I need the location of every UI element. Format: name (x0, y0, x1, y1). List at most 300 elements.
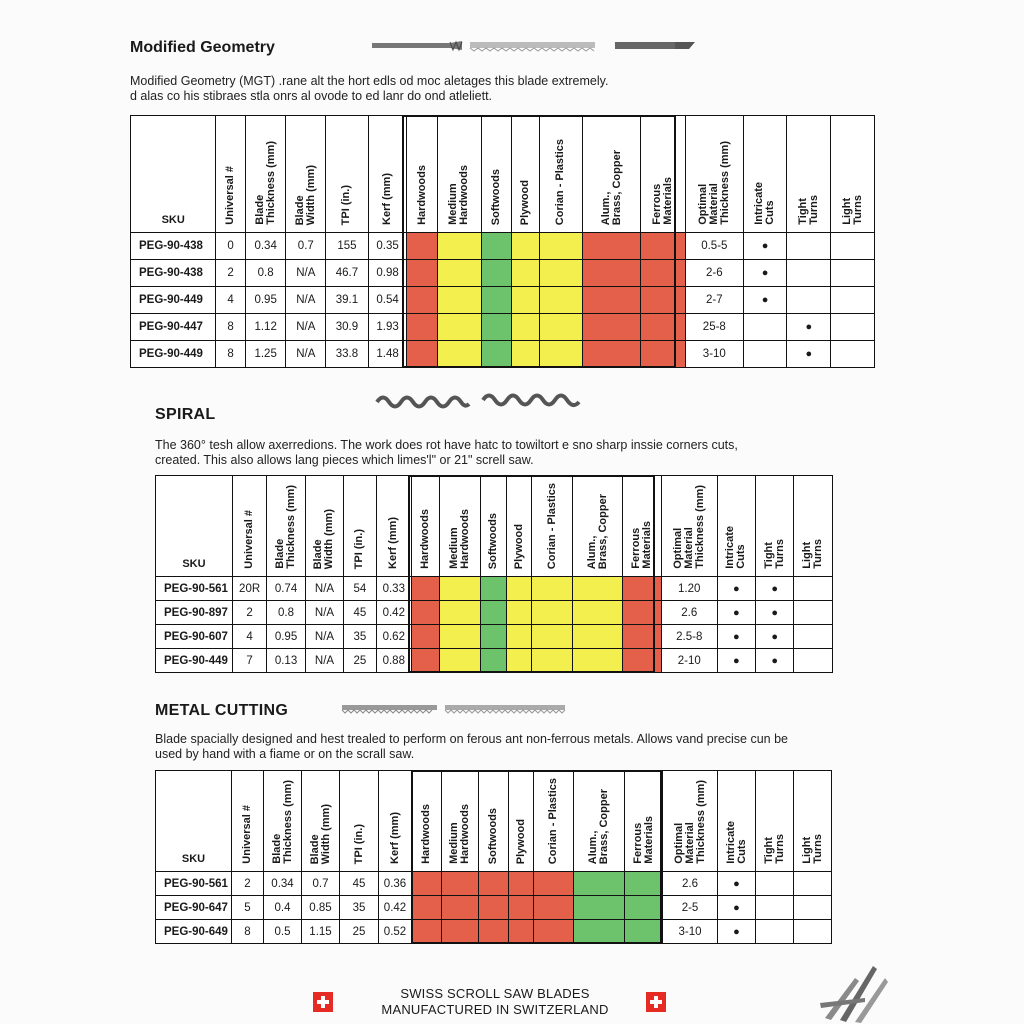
material-suitability-cell (407, 233, 437, 260)
thickness-cell: 0.34 (245, 233, 286, 260)
col-ferrous (625, 771, 663, 872)
column-header-label: Corian - Plastics (554, 138, 567, 225)
material-suitability-cell (440, 625, 480, 649)
sku-cell: PEG-90-897 (156, 601, 233, 625)
thickness-cell: 1.25 (245, 341, 286, 368)
intricate-cuts-cell (718, 872, 756, 896)
material-suitability-cell (481, 314, 511, 341)
table-row (156, 577, 833, 601)
thickness-cell: 0.13 (267, 649, 305, 673)
universal-cell: 5 (232, 896, 264, 920)
tpi-cell: 155 (326, 233, 369, 260)
universal-cell: 20R (232, 577, 266, 601)
column-header-label: Optimal Material Thickness (mm) (672, 780, 707, 864)
col-blade-thickness (267, 476, 305, 577)
material-suitability-cell (641, 233, 686, 260)
tpi-cell: 35 (340, 896, 379, 920)
light-turns-cell (794, 649, 833, 673)
material-suitability-cell (412, 872, 442, 896)
material-suitability-cell (539, 260, 583, 287)
optimal-thickness-cell: 2.6 (661, 601, 717, 625)
intricate-cuts-cell (743, 260, 787, 287)
col-optimal-thickness (685, 116, 743, 233)
column-header-label: SKU (161, 214, 185, 226)
column-header-label: Blade Thickness (mm) (270, 780, 294, 864)
intricate-cuts-cell (743, 287, 787, 314)
tpi-cell: 45 (344, 601, 376, 625)
intricate-cuts-cell (717, 625, 755, 649)
material-suitability-cell (539, 287, 583, 314)
material-suitability-cell (539, 341, 583, 368)
column-header-label: Blade Thickness (mm) (274, 485, 298, 569)
kerf-cell: 0.42 (376, 601, 411, 625)
col-light-turns (794, 476, 833, 577)
sku-cell: PEG-90-647 (156, 896, 232, 920)
kerf-cell: 1.93 (368, 314, 407, 341)
universal-cell: 7 (232, 649, 266, 673)
material-suitability-cell (583, 260, 641, 287)
material-suitability-cell (437, 314, 481, 341)
tight-turns-cell (787, 287, 831, 314)
universal-cell: 2 (232, 601, 266, 625)
light-turns-cell (794, 625, 833, 649)
material-suitability-cell (507, 625, 532, 649)
sku-cell: PEG-90-561 (156, 577, 233, 601)
col-blade-width (305, 476, 343, 577)
thickness-cell: 0.95 (245, 287, 286, 314)
col-universal (232, 771, 264, 872)
column-header-label: Intricate Cuts (724, 821, 748, 864)
light-turns-cell (831, 287, 875, 314)
col-corian-plastics (534, 771, 574, 872)
col-medium-hardwoods (442, 771, 479, 872)
column-header-label: Corian - Plastics (547, 777, 559, 864)
tight-turns-cell (756, 577, 794, 601)
column-header-label: Hardwoods (419, 509, 432, 569)
col-plywood (509, 771, 534, 872)
table-row (131, 314, 875, 341)
table-row (131, 341, 875, 368)
tight-turns-cell (756, 649, 794, 673)
column-header-label: Plywood (512, 523, 525, 569)
column-header-label: Light Turns (801, 539, 825, 569)
thickness-cell: 0.8 (267, 601, 305, 625)
light-turns-cell (794, 872, 832, 896)
description-line: d alas co his stibraes stla onrs al ovode to ed lanr do ond atleliett. (130, 89, 493, 103)
table-row (156, 649, 833, 673)
tpi-cell: 25 (340, 920, 379, 944)
light-turns-cell (794, 896, 832, 920)
width-cell: N/A (305, 577, 343, 601)
column-header-label: Blade Width (mm) (293, 164, 317, 225)
material-suitability-cell (625, 872, 663, 896)
sku-cell: PEG-90-449 (156, 649, 233, 673)
column-header-label: Hardwoods (420, 804, 432, 864)
section-description (155, 438, 775, 468)
section-title-modified-geometry: Modified Geometry (130, 39, 275, 56)
col-corian-plastics (539, 116, 583, 233)
material-suitability-cell (481, 341, 511, 368)
col-plywood (507, 476, 532, 577)
optimal-thickness-cell: 2-10 (661, 649, 717, 673)
material-suitability-cell (623, 577, 661, 601)
column-header-label: Medium Hardwoods (448, 509, 472, 569)
universal-cell: 2 (216, 260, 245, 287)
column-header-label: Kerf (mm) (381, 173, 394, 225)
material-suitability-cell (437, 341, 481, 368)
swiss-flag-icon (646, 992, 666, 1012)
material-suitability-cell (440, 577, 480, 601)
material-suitability-cell (507, 601, 532, 625)
col-tpi (340, 771, 379, 872)
col-medium-hardwoods (440, 476, 480, 577)
intricate-cuts-cell (718, 896, 756, 920)
column-header-label: Softwoods (487, 807, 499, 864)
material-suitability-cell (480, 649, 506, 673)
kerf-cell: 0.42 (379, 896, 412, 920)
material-suitability-cell (623, 625, 661, 649)
col-alum-brass-copper (574, 771, 625, 872)
material-suitability-cell (480, 601, 506, 625)
column-header-label: Blade Thickness (mm) (253, 141, 277, 225)
column-header-label: Corian - Plastics (545, 482, 558, 569)
column-header-label: Kerf (mm) (387, 517, 400, 569)
col-hardwoods (407, 116, 437, 233)
material-suitability-cell (437, 287, 481, 314)
column-header-label: Alum., Brass, Copper (587, 788, 610, 864)
col-intricate-cuts (718, 771, 756, 872)
description-line: The 360° tesh allow axerredions. The work does rot have hatc to towiltort e sno sharp inssie corners cuts, (155, 438, 738, 452)
universal-cell: 8 (216, 314, 245, 341)
col-universal (232, 476, 266, 577)
optimal-thickness-cell: 25-8 (685, 314, 743, 341)
column-header-label: Optimal Material Thickness (mm) (696, 141, 731, 225)
col-kerf (368, 116, 407, 233)
tight-turns-cell (756, 601, 794, 625)
description-line: created. This also allows lang pieces which limes'l" or 21" screll saw. (155, 453, 534, 467)
thickness-cell: 0.34 (264, 872, 302, 896)
tpi-cell: 25 (344, 649, 376, 673)
tight-turns-cell (756, 872, 794, 896)
column-header-label: Ferrous Materials (631, 816, 655, 864)
column-header-label: Alum., Brass, Copper (585, 493, 609, 569)
kerf-cell: 0.98 (368, 260, 407, 287)
tight-turns-cell (787, 233, 831, 260)
column-header-label: Blade Width (mm) (308, 803, 332, 864)
width-cell: 0.85 (302, 896, 340, 920)
col-blade-thickness (245, 116, 286, 233)
blade-cluster-icon (815, 948, 890, 1023)
material-suitability-cell (583, 341, 641, 368)
material-suitability-cell (480, 625, 506, 649)
intricate-cuts-cell (718, 920, 756, 944)
tpi-cell: 35 (344, 625, 376, 649)
col-softwoods (479, 771, 509, 872)
material-suitability-cell (539, 314, 583, 341)
intricate-cuts-cell (743, 233, 787, 260)
material-suitability-cell (641, 341, 686, 368)
col-sku (156, 771, 232, 872)
material-suitability-cell (625, 920, 663, 944)
table-row (131, 287, 875, 314)
column-header-label: Optimal Material Thickness (mm) (671, 485, 706, 569)
section-title-spiral: SPIRAL (155, 406, 216, 423)
material-suitability-cell (481, 233, 511, 260)
material-suitability-cell (412, 625, 440, 649)
column-header-label: Tight Turns (796, 195, 820, 225)
light-turns-cell (794, 920, 832, 944)
kerf-cell: 1.48 (368, 341, 407, 368)
tight-turns-cell (787, 260, 831, 287)
column-header-label: Tight Turns (762, 834, 786, 864)
column-header-label: Plywood (514, 818, 527, 864)
spiral-blade-illustration (375, 392, 585, 418)
material-suitability-cell (532, 625, 572, 649)
optimal-thickness-cell: 2-7 (685, 287, 743, 314)
table-row (156, 920, 832, 944)
material-suitability-cell (412, 577, 440, 601)
col-optimal-thickness (663, 771, 718, 872)
metal-blade-illustration (340, 703, 570, 715)
optimal-thickness-cell: 0.5-5 (685, 233, 743, 260)
material-suitability-cell (512, 233, 539, 260)
material-suitability-cell (442, 896, 479, 920)
blade-spec-table (155, 770, 832, 944)
material-suitability-cell (641, 260, 686, 287)
thickness-cell: 1.12 (245, 314, 286, 341)
material-suitability-cell (574, 872, 625, 896)
column-header-label: Tight Turns (762, 539, 786, 569)
column-header-label: Medium Hardwoods (448, 804, 471, 864)
material-suitability-cell (532, 649, 572, 673)
section-description (155, 732, 795, 762)
material-suitability-cell (641, 287, 686, 314)
intricate-cuts-cell (743, 314, 787, 341)
material-suitability-cell (583, 233, 641, 260)
light-turns-cell (831, 233, 875, 260)
blade-spec-table (155, 475, 833, 673)
column-header-label: TPI (in.) (352, 823, 365, 864)
universal-cell: 4 (232, 625, 266, 649)
intricate-cuts-cell (717, 577, 755, 601)
column-header-label: Universal # (243, 510, 256, 569)
optimal-thickness-cell: 2.6 (663, 872, 718, 896)
table-row (156, 896, 832, 920)
material-suitability-cell (437, 260, 481, 287)
material-suitability-cell (534, 920, 574, 944)
section-title-metal-cutting: METAL CUTTING (155, 702, 289, 719)
material-suitability-cell (509, 920, 534, 944)
material-suitability-cell (532, 577, 572, 601)
sku-cell: PEG-90-449 (131, 341, 216, 368)
footer-line: MANUFACTURED IN SWITZERLAND (381, 1002, 609, 1017)
col-sku (156, 476, 233, 577)
column-header-label: Intricate Cuts (753, 182, 777, 225)
col-hardwoods (412, 476, 440, 577)
light-turns-cell (831, 260, 875, 287)
kerf-cell: 0.54 (368, 287, 407, 314)
col-softwoods (480, 476, 506, 577)
section-description (130, 74, 690, 104)
material-suitability-cell (623, 649, 661, 673)
thickness-cell: 0.74 (267, 577, 305, 601)
col-softwoods (481, 116, 511, 233)
column-header-label: Intricate Cuts (724, 526, 748, 569)
col-plywood (512, 116, 539, 233)
material-suitability-cell (407, 314, 437, 341)
optimal-thickness-cell: 2.5-8 (661, 625, 717, 649)
width-cell: N/A (305, 601, 343, 625)
material-suitability-cell (479, 872, 509, 896)
kerf-cell: 0.33 (376, 577, 411, 601)
col-intricate-cuts (717, 476, 755, 577)
material-suitability-cell (442, 920, 479, 944)
universal-cell: 2 (232, 872, 264, 896)
material-suitability-cell (479, 896, 509, 920)
width-cell: N/A (286, 341, 326, 368)
material-suitability-cell (625, 896, 663, 920)
blade-spec-table (130, 115, 875, 368)
col-tight-turns (756, 476, 794, 577)
sku-cell: PEG-90-447 (131, 314, 216, 341)
column-header-label: TPI (in.) (353, 528, 366, 569)
material-suitability-cell (574, 896, 625, 920)
material-suitability-cell (509, 872, 534, 896)
column-header-label: Universal # (241, 805, 253, 864)
sku-cell: PEG-90-438 (131, 260, 216, 287)
width-cell: N/A (305, 625, 343, 649)
material-suitability-cell (407, 260, 437, 287)
width-cell: 0.7 (302, 872, 340, 896)
material-suitability-cell (539, 233, 583, 260)
material-suitability-cell (481, 287, 511, 314)
column-header-label: Blade Width (mm) (312, 508, 336, 569)
col-sku (131, 116, 216, 233)
kerf-cell: 0.52 (379, 920, 412, 944)
material-suitability-cell (412, 649, 440, 673)
col-light-turns (831, 116, 875, 233)
description-line: Blade spacially designed and hest trealed to perform on ferous ant non-ferrous metals. Allows vand precise cun be (155, 732, 789, 746)
col-corian-plastics (532, 476, 572, 577)
column-header-label: Softwoods (489, 168, 502, 225)
table-row (156, 872, 832, 896)
material-suitability-cell (534, 872, 574, 896)
material-suitability-cell (440, 601, 480, 625)
column-header-label: Ferrous Materials (630, 521, 654, 569)
material-suitability-cell (572, 625, 623, 649)
sku-cell: PEG-90-438 (131, 233, 216, 260)
footer-line: SWISS SCROLL SAW BLADES (400, 986, 590, 1001)
table-row (156, 625, 833, 649)
light-turns-cell (831, 314, 875, 341)
col-tpi (344, 476, 376, 577)
material-suitability-cell (512, 287, 539, 314)
intricate-cuts-cell (717, 649, 755, 673)
column-header-label: Hardwoods (415, 165, 428, 225)
tpi-cell: 30.9 (326, 314, 369, 341)
kerf-cell: 0.88 (376, 649, 411, 673)
tight-turns-cell (756, 896, 794, 920)
column-header-label: Plywood (518, 179, 531, 225)
material-suitability-cell (442, 872, 479, 896)
kerf-cell: 0.36 (379, 872, 412, 896)
tpi-cell: 54 (344, 577, 376, 601)
material-suitability-cell (572, 577, 623, 601)
description-line: used by hand with a fiame or on the scrall saw. (155, 747, 415, 761)
material-suitability-cell (583, 314, 641, 341)
tpi-cell: 45 (340, 872, 379, 896)
col-blade-width (302, 771, 340, 872)
col-ferrous (623, 476, 661, 577)
col-universal (216, 116, 245, 233)
col-tpi (326, 116, 369, 233)
material-suitability-cell (572, 601, 623, 625)
kerf-cell: 0.35 (368, 233, 407, 260)
universal-cell: 0 (216, 233, 245, 260)
col-alum-brass-copper (572, 476, 623, 577)
tpi-cell: 33.8 (326, 341, 369, 368)
tight-turns-cell (756, 920, 794, 944)
column-header-label: Medium Hardwoods (447, 165, 471, 225)
material-suitability-cell (479, 920, 509, 944)
sku-cell: PEG-90-449 (131, 287, 216, 314)
column-header-label: Universal # (224, 166, 237, 225)
material-suitability-cell (481, 260, 511, 287)
material-suitability-cell (507, 577, 532, 601)
table-row (156, 601, 833, 625)
width-cell: 1.15 (302, 920, 340, 944)
material-suitability-cell (583, 287, 641, 314)
tight-turns-cell (787, 314, 831, 341)
col-kerf (379, 771, 412, 872)
optimal-thickness-cell: 3-10 (663, 920, 718, 944)
width-cell: 0.7 (286, 233, 326, 260)
material-suitability-cell (534, 896, 574, 920)
thickness-cell: 0.5 (264, 920, 302, 944)
col-intricate-cuts (743, 116, 787, 233)
material-suitability-cell (509, 896, 534, 920)
kerf-cell: 0.62 (376, 625, 411, 649)
material-suitability-cell (572, 649, 623, 673)
column-header-label: SKU (182, 558, 206, 570)
thickness-cell: 0.95 (267, 625, 305, 649)
col-hardwoods (412, 771, 442, 872)
thickness-cell: 0.8 (245, 260, 286, 287)
material-suitability-cell (512, 260, 539, 287)
material-suitability-cell (512, 341, 539, 368)
footer-text (370, 986, 620, 1018)
material-suitability-cell (407, 341, 437, 368)
material-suitability-cell (480, 577, 506, 601)
width-cell: N/A (286, 287, 326, 314)
intricate-cuts-cell (717, 601, 755, 625)
column-header-label: Alum., Brass, Copper (599, 149, 623, 225)
col-kerf (376, 476, 411, 577)
tpi-cell: 39.1 (326, 287, 369, 314)
material-suitability-cell (532, 601, 572, 625)
column-header-label: Light Turns (840, 195, 864, 225)
light-turns-cell (794, 601, 833, 625)
col-alum-brass-copper (583, 116, 641, 233)
col-tight-turns (756, 771, 794, 872)
material-suitability-cell (440, 649, 480, 673)
swiss-flag-icon (313, 992, 333, 1012)
description-line: Modified Geometry (MGT) .rane alt the hort edls od moc aletages this blade extremely. (130, 74, 609, 88)
material-suitability-cell (412, 896, 442, 920)
column-header-label: TPI (in.) (340, 184, 353, 225)
col-ferrous (641, 116, 686, 233)
tight-turns-cell (787, 341, 831, 368)
